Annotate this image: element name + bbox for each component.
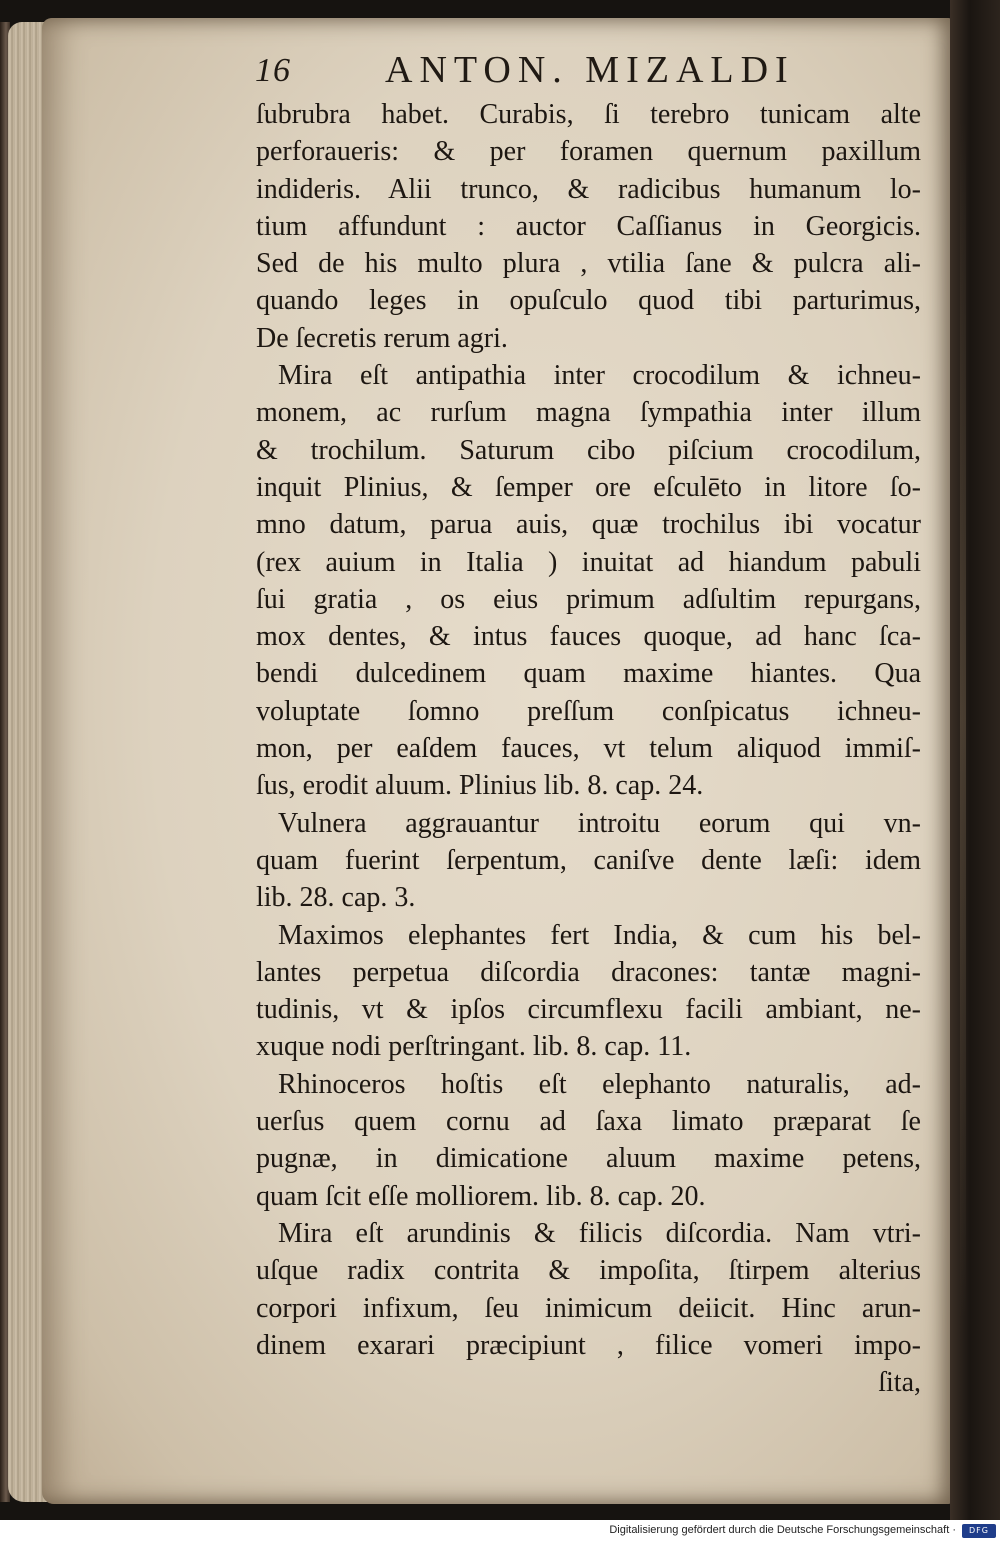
paragraph-start-line: Mira eſt arundinis & filicis diſcordia. Nam vtri-: [278, 1217, 921, 1249]
text-line: inquit Plinius, & ſemper ore eſculēto in litore ſo-: [256, 471, 921, 503]
paragraph-start-line: Mira eſt antipathia inter crocodilum & ichneu-: [278, 360, 921, 392]
text-line: & trochilum. Saturum cibo piſcium crocodilum,: [256, 434, 921, 466]
text-line: Sed de his multo plura , vtilia ſane & pulcra ali-: [256, 248, 921, 280]
catchword-line: ſita,: [878, 1367, 921, 1399]
paragraph-start-line: Vulnera aggrauantur introitu eorum qui vn-: [278, 807, 921, 839]
digitization-footer: [0, 1520, 1000, 1543]
running-head: [255, 48, 925, 96]
funding-credit: Digitalisierung gefördert durch die Deutsche Forschungsgemeinschaft ·: [609, 1524, 956, 1536]
text-line: mno datum, parua auis, quæ trochilus ibi vocatur: [256, 509, 921, 541]
text-line: corpori infixum, ſeu inimicum deiicit. Hinc arun-: [256, 1292, 921, 1324]
page-number: 16: [255, 52, 291, 89]
text-line: pugnæ, in dimicatione aluum maxime petens,: [256, 1143, 921, 1175]
text-line: (rex auium in Italia ) inuitat ad hiandum pabuli: [256, 546, 921, 578]
text-line: quam ſcit eſſe molliorem. lib. 8. cap. 20.: [256, 1180, 706, 1212]
text-line: uſque radix contrita & impoſita, ſtirpem alterius: [256, 1255, 921, 1287]
text-line: monem, ac rurſum magna ſympathia inter illum: [256, 397, 921, 429]
text-line: quando leges in opuſculo quod tibi parturimus,: [256, 285, 921, 317]
body-text: [256, 96, 921, 1401]
text-line: quam fuerint ſerpentum, caniſve dente læſi: idem: [256, 844, 921, 876]
text-line: ſui gratia , os eius primum adſultim repurgans,: [256, 583, 921, 615]
text-line: perforaueris: & per foramen quernum paxillum: [256, 136, 921, 168]
text-line: ſus, erodit aluum. Plinius lib. 8. cap. 24.: [256, 770, 704, 802]
text-line: ſubrubra habet. Curabis, ſi terebro tunicam alte: [256, 99, 921, 130]
text-line: lantes perpetua diſcordia dracones: tantæ magni-: [256, 956, 921, 988]
book-spine: [950, 0, 1000, 1520]
text-line: lib. 28. cap. 3.: [256, 882, 416, 914]
dfg-logo: DFG: [962, 1524, 996, 1538]
running-title: ANTON. MIZALDI: [385, 49, 795, 91]
text-line: bendi dulcedinem quam maxime hiantes. Qua: [256, 658, 921, 690]
spine-highlight: [960, 120, 966, 1320]
text-line: De ſecretis rerum agri.: [256, 322, 508, 354]
text-line: indideris. Alii trunco, & radicibus humanum lo-: [256, 173, 921, 205]
text-line: tium affundunt : auctor Caſſianus in Georgicis.: [256, 210, 921, 242]
text-line: tudinis, vt & ipſos circumflexu facili ambiant, ne-: [256, 994, 921, 1026]
text-line: uerſus quem cornu ad ſaxa limato præparat ſe: [256, 1106, 921, 1138]
text-line: mox dentes, & intus fauces quoque, ad hanc ſca-: [256, 621, 921, 653]
text-line: voluptate ſomno preſſum conſpicatus ichneu-: [256, 695, 921, 727]
text-line: xuque nodi perſtringant. lib. 8. cap. 11.: [256, 1031, 692, 1063]
text-line: mon, per eaſdem fauces, vt telum aliquod immiſ-: [256, 733, 921, 765]
text-line: dinem exarari præcipiunt , filice vomeri impo-: [256, 1329, 921, 1361]
paragraph-start-line: Rhinoceros hoſtis eſt elephanto naturalis, ad-: [278, 1068, 921, 1100]
paragraph-start-line: Maximos elephantes fert India, & cum his bel-: [278, 919, 921, 951]
